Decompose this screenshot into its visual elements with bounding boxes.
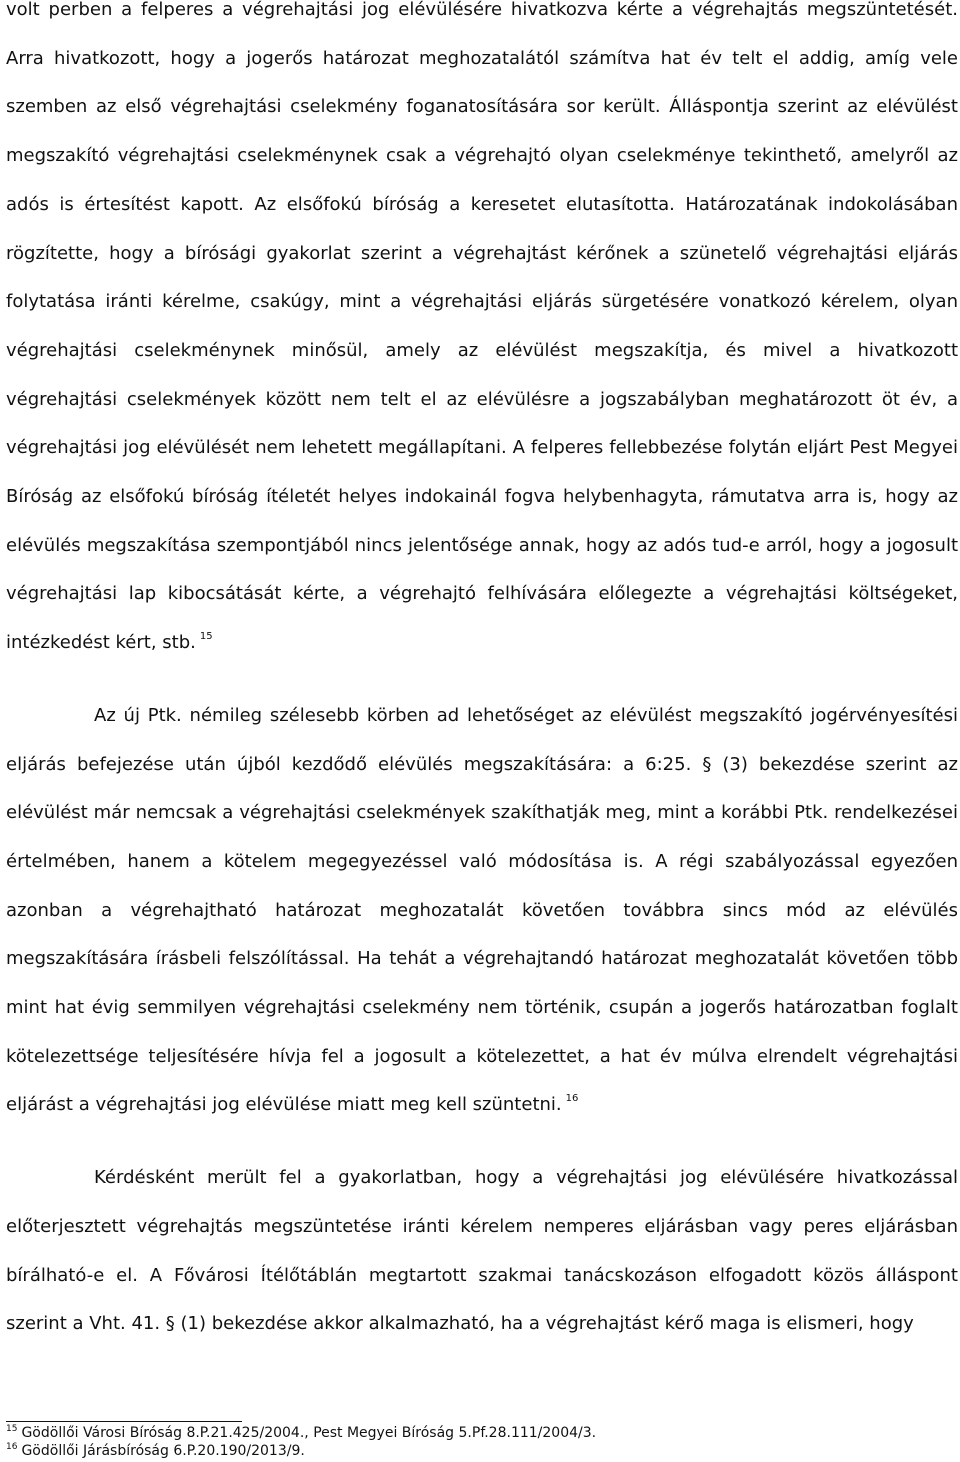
footnote-text-16: Gödöllői Járásbíróság 6.P.20.190/2013/9. xyxy=(21,1443,305,1459)
paragraph-2-text: Az új Ptk. némileg szélesebb körben ad lehetőséget az elévülést megszakító jogérvényesítési eljárás befejezése után újból kezdődő elévülés megszakítására: a 6:25. § (3) bekezdése szerint az elévülést már nemcsak a végrehajtási cselekmények szakíthatják meg, mint a korábbi Ptk. rendelkezései értelmében, hanem a kötelem megegyezéssel való módosítása is. A régi szabályozással egyezően azonban a végrehajtható határozat meghozatalát követően továbbra sincs mód az elévülés megszakítására írásbeli felszólítással. Ha tehát a végrehajtandó határozat meghozatalát követően több mint hat évig semmilyen végrehajtási cselekmény nem történik, csupán a jogerős határozatban foglalt kötelezettsége teljesítésére hívja fel a jogosult a kötelezettet, a hat év múlva elrendelt végrehajtási eljárást a végrehajtási jog elévülése miatt meg kell szüntetni. xyxy=(6,704,958,1116)
footnote-16 xyxy=(6,1442,958,1460)
paragraph-3-text: Kérdésként merült fel a gyakorlatban, hogy a végrehajtási jog elévülésére hivatkozással előterjesztett végrehajtás megszüntetése iránti kérelem nemperes eljárásban vagy peres eljárásban bírálható-e el. A Fővárosi Ítélőtáblán megtartott szakmai tanácskozáson elfogadott közös álláspont szerint a Vht. 41. § (1) bekezdése akkor alkalmazható, ha a végrehajtást kérő maga is elismeri, hogy xyxy=(6,1167,958,1335)
footnote-text-15: Gödöllői Városi Bíróság 8.P.21.425/2004., Pest Megyei Bíróság 5.Pf.28.111/2004/3. xyxy=(21,1425,597,1441)
document-body xyxy=(6,0,958,1349)
footnote-ref-15[interactable]: 15 xyxy=(199,631,213,643)
paragraph-1-text: volt perben a felperes a végrehajtási jog elévülésére hivatkozva kérte a végrehajtás megszüntetését. Arra hivatkozott, hogy a jogerős határozat meghozatalától számítva hat év telt el addig, amíg vele szemben az első végrehajtási cselekmény foganatosítására sor került. Álláspontja szerint az elévülést megszakító végrehajtási cselekménynek csak a végrehajtó olyan cselekménye tekinthető, amelyről az adós is értesítést kapott. Az elsőfokú bíróság a keresetet elutasította. Határozatának indokolásában rögzítette, hogy a bírósági gyakorlat szerint a végrehajtást kérőnek a szünetelő végrehajtási eljárás folytatása iránti kérelme, csakúgy, mint a végrehajtási eljárás sürgetésére vonatkozó kérelem, olyan végrehajtási cselekménynek minősül, amely az elévülést megszakítja, és mivel a hivatkozott végrehajtási cselekmények között nem telt el az elévülésre a jogszabályban meghatározott öt év, a végrehajtási jog elévülését nem lehetett megállapítani. A felperes fellebbezése folytán eljárt Pest Megyei Bíróság az elsőfokú bíróság ítéletét helyes indokainál fogva helybenhagyta, rámutatva arra is, hogy az elévülés megszakítása szempontjából nincs jelentősége annak, hogy az adós tud-e arról, hogy a jogosult végrehajtási lap kibocsátását kérte, a végrehajtó felhívására előlegezte a végrehajtási költségeket, intézkedést kért, stb. xyxy=(6,0,958,654)
footnote-15 xyxy=(6,1424,958,1442)
paragraph-1 xyxy=(6,0,958,668)
footnote-number-15: 15 xyxy=(6,1424,18,1434)
footnote-separator xyxy=(6,1421,242,1422)
footnote-ref-16[interactable]: 16 xyxy=(565,1093,579,1105)
paragraph-2 xyxy=(6,692,958,1130)
footnote-number-16: 16 xyxy=(6,1442,18,1452)
footnotes-section xyxy=(6,1421,958,1460)
paragraph-3 xyxy=(6,1154,958,1349)
